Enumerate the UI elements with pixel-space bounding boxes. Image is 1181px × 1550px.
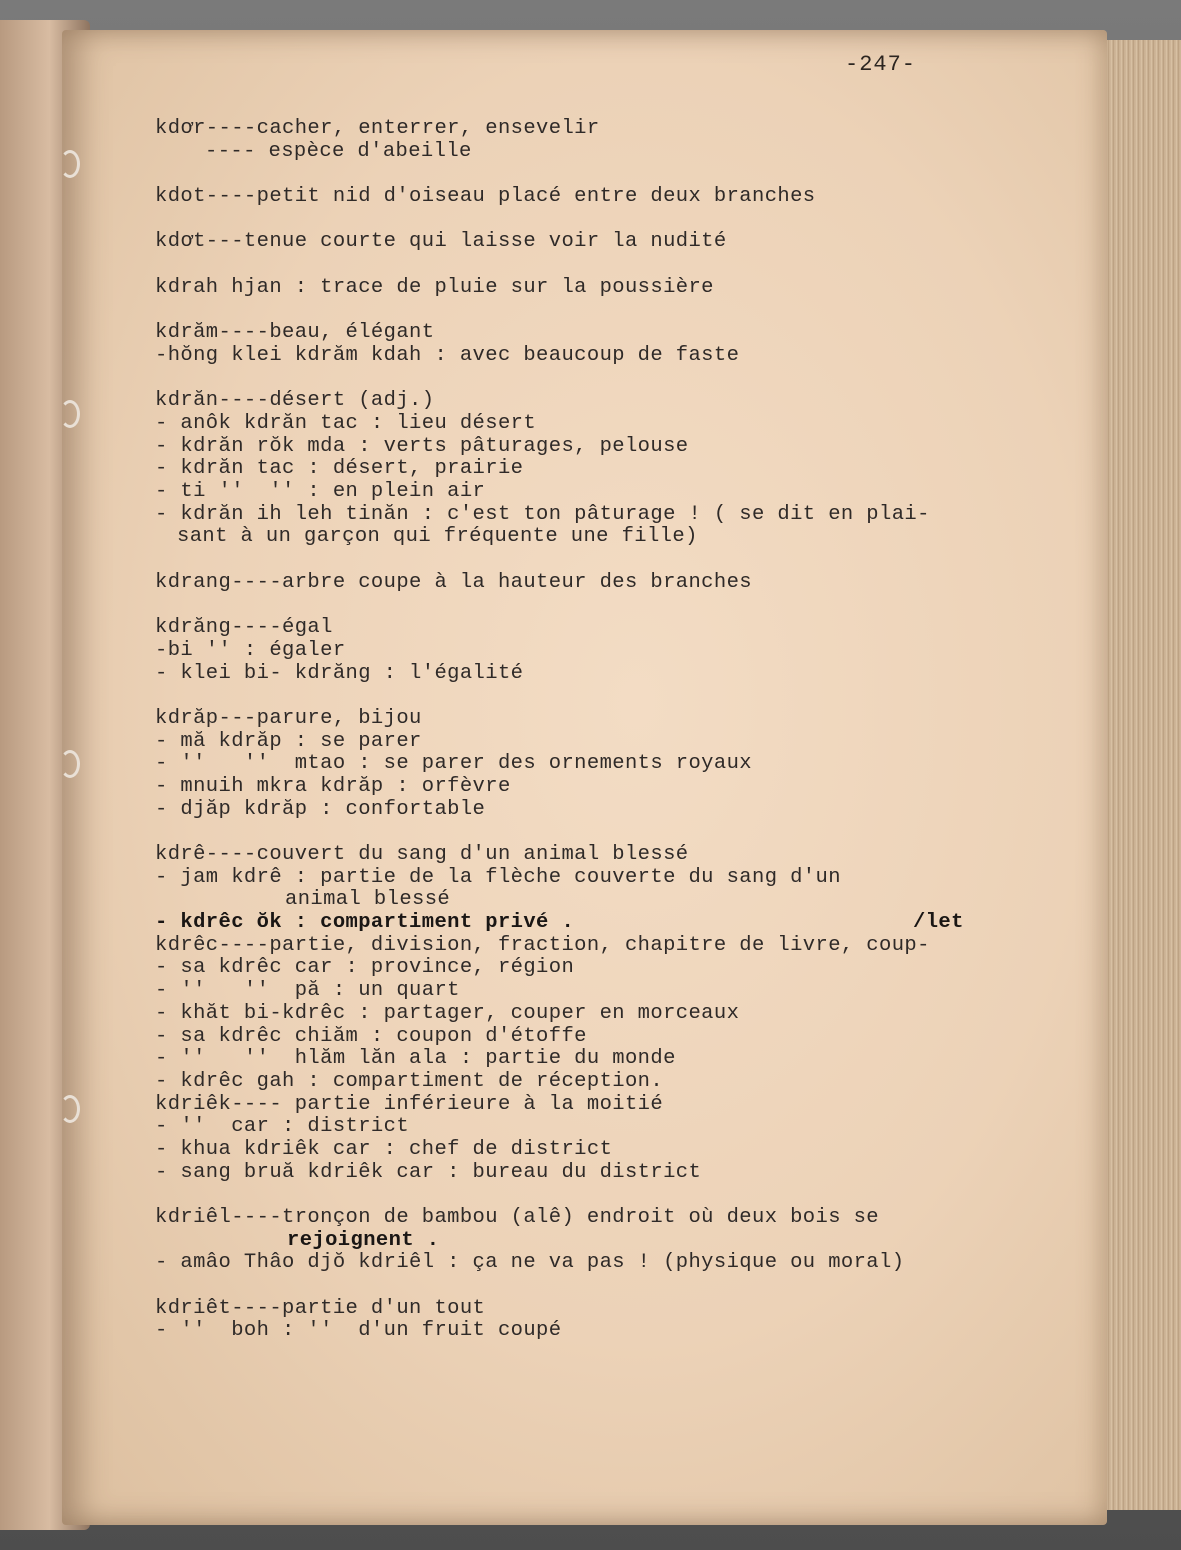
margin-note: /let — [913, 911, 964, 935]
dictionary-entry — [155, 1298, 1055, 1343]
entry-line: - klei bi- kdrăng : l'égalité — [155, 661, 524, 685]
entry-line: kdơt---tenue courte qui laisse voir la nudité — [155, 230, 727, 254]
entry-line: - mnuih mkra kdrăp : orfèvre — [155, 774, 511, 798]
entry-line: sant à un garçon qui fréquente une fille) — [177, 525, 698, 549]
entry-line: - khăt bi-kdrêc : partager, couper en morceaux — [155, 1001, 740, 1025]
entry-line: ---- espèce d'abeille — [205, 139, 472, 163]
entry-line: kdot----petit nid d'oiseau placé entre deux branches — [155, 185, 816, 209]
entry-line: - kdrăn ih leh tinăn : c'est ton pâturage ! ( se dit en plai- — [155, 502, 930, 526]
dictionary-entry — [155, 231, 1055, 254]
entry-line: kdrah hjan : trace de pluie sur la poussière — [155, 275, 714, 299]
entry-line: - amâo Thâo djŏ kdriêl : ça ne va pas ! (physique ou moral) — [155, 1251, 905, 1275]
entry-line: animal blessé — [285, 888, 451, 912]
binding-ring — [60, 1095, 80, 1123]
dictionary-entry — [155, 572, 1055, 595]
dictionary-entry — [155, 390, 1055, 549]
entry-line: - '' '' hlăm lăn ala : partie du monde — [155, 1047, 676, 1071]
page-number: -247- — [845, 52, 917, 77]
entry-line: kdrăn----désert (adj.) — [155, 389, 435, 413]
entry-line: kdrăm----beau, élégant — [155, 321, 435, 345]
entry-line: kdriêk---- partie inférieure à la moitié — [155, 1092, 664, 1116]
entry-line: - jam kdrê : partie de la flèche couverte du sang d'un — [155, 865, 841, 889]
entry-line: - kdrăn tac : désert, prairie — [155, 457, 524, 481]
dictionary-entry — [155, 277, 1055, 300]
handwritten-addition: - kdrêc ŏk : compartiment privé . — [155, 911, 575, 935]
entry-line: kdrăng----égal — [155, 616, 333, 640]
binding-ring — [60, 150, 80, 178]
dictionary-entry — [155, 844, 1055, 1184]
binding-ring — [60, 400, 80, 428]
entry-line: - sa kdrêc car : province, région — [155, 956, 575, 980]
entry-line: kdriêl----tronçon de bambou (alê) endroit où deux bois se — [155, 1206, 880, 1229]
entry-line: kdriêt----partie d'un tout — [155, 1296, 486, 1320]
entry-line: - '' car : district — [155, 1115, 410, 1139]
entry-line: - sang bruă kdriêk car : bureau du district — [155, 1160, 702, 1184]
entry-line: - sa kdrêc chiăm : coupon d'étoffe — [155, 1024, 587, 1048]
entry-line-handwritten — [155, 912, 1055, 935]
entry-line: - '' '' pă : un quart — [155, 979, 460, 1003]
entry-line: kdrăp---parure, bijou — [155, 706, 422, 730]
entry-line: - '' '' mtao : se parer des ornements royaux — [155, 752, 752, 776]
entry-line: kdrang----arbre coupe à la hauteur des branches — [155, 570, 752, 594]
dictionary-entry — [155, 617, 1055, 685]
entry-line: kdrêc----partie, division, fraction, chapitre de livre, coup- — [155, 933, 930, 957]
binding-ring — [60, 750, 80, 778]
entry-line: - anôk kdrăn tac : lieu désert — [155, 411, 537, 435]
dictionary-entry — [155, 186, 1055, 209]
dictionary-text — [155, 118, 1055, 1366]
entry-line: -hŏng klei kdrăm kdah : avec beaucoup de faste — [155, 343, 740, 367]
entry-line: - djăp kdrăp : confortable — [155, 797, 486, 821]
entry-line: - kdrêc gah : compartiment de réception. — [155, 1069, 664, 1093]
entry-line-handwritten: rejoignent . — [287, 1228, 440, 1252]
dictionary-entry — [155, 1207, 1055, 1275]
entry-line: kdơr----cacher, enterrer, ensevelir — [155, 117, 600, 140]
dictionary-entry — [155, 322, 1055, 367]
entry-line: - mă kdrăp : se parer — [155, 729, 422, 753]
entry-line: - kdrăn rŏk mda : verts pâturages, pelouse — [155, 434, 689, 458]
entry-line: -bi '' : égaler — [155, 638, 346, 662]
dictionary-entry — [155, 118, 1055, 163]
entry-line: - '' boh : '' d'un fruit coupé — [155, 1319, 562, 1343]
entry-line: - khua kdriêk car : chef de district — [155, 1137, 613, 1161]
entry-line: - ti '' '' : en plein air — [155, 480, 486, 503]
dictionary-entry — [155, 708, 1055, 821]
entry-line: kdrê----couvert du sang d'un animal blessé — [155, 843, 689, 866]
